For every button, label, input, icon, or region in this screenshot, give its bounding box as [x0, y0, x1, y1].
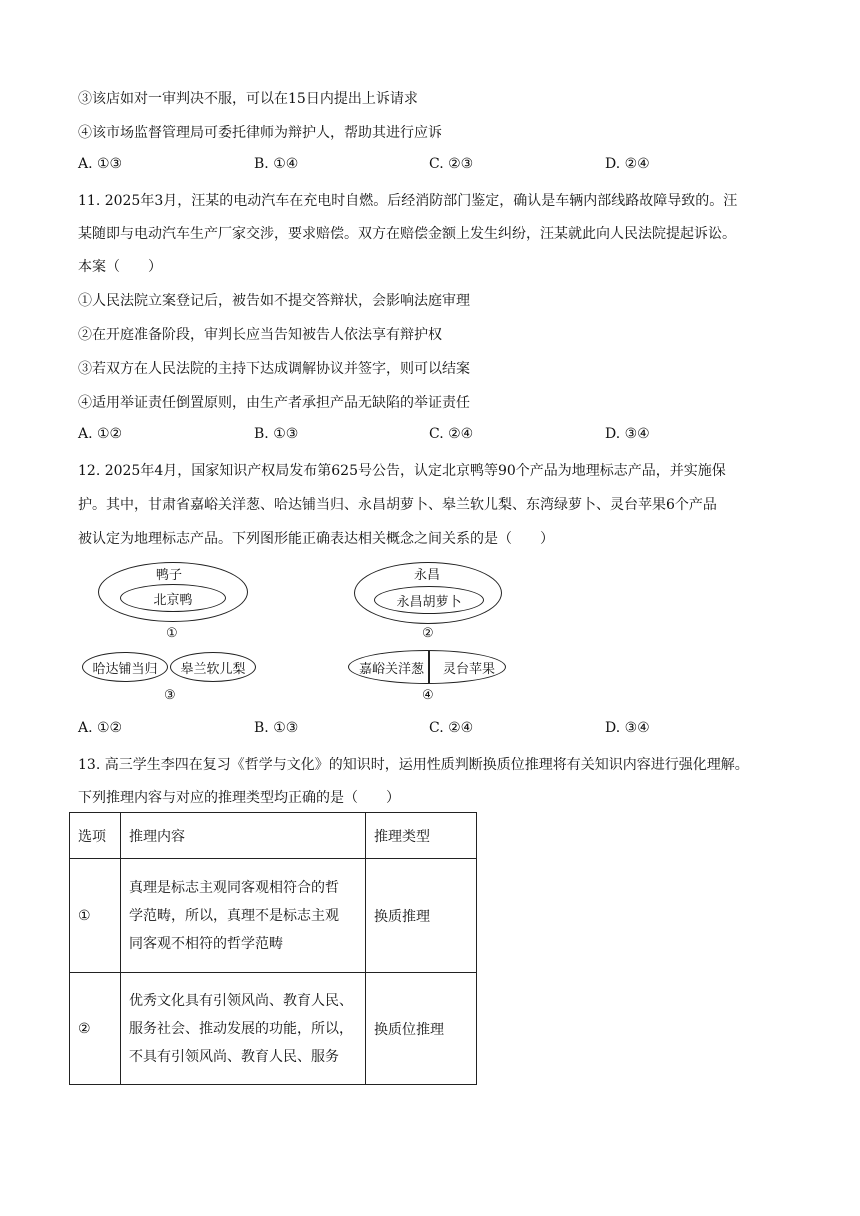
- q11-item-1: ①人民法院立案登记后，被告如不提交答辩状，会影响法庭审理: [78, 293, 470, 309]
- diagram-3-right-ellipse: [170, 652, 256, 682]
- diagram-4-divider: [428, 651, 430, 683]
- q11-item-4: ④适用举证责任倒置原则，由生产者承担产品无缺陷的举证责任: [78, 395, 470, 411]
- row-1-content-line-2: 学范畴，所以，真理不是标志主观: [129, 907, 339, 924]
- q12-stem-line-1: 12. 2025年4月，国家知识产权局发布第625号公告，认定北京鸭等90个产品为地理标志产品，并实施保: [78, 463, 726, 479]
- row-2-content: [121, 973, 366, 1085]
- q11-item-3: ③若双方在人民法院的主持下达成调解协议并签字，则可以结案: [78, 361, 470, 377]
- diagram-2-inner-ellipse: [374, 586, 484, 614]
- q11-option-d: D. ③④: [605, 426, 650, 442]
- diagram-4-ellipse: [348, 650, 506, 684]
- q11-option-b: B. ①③: [254, 426, 299, 442]
- diagram-1-outer-label: 鸭子: [156, 568, 183, 583]
- q13-stem-line-2: 下列推理内容与对应的推理类型均正确的是（ ）: [78, 790, 400, 806]
- row-1-option: ①: [70, 859, 121, 973]
- q12-stem-line-3: 被认定为地理标志产品。下列图形能正确表达相关概念之间关系的是（ ）: [78, 531, 554, 547]
- diagram-4-left-label: 嘉峪关洋葱: [359, 661, 425, 677]
- q11-stem-line-3: 本案（ ）: [78, 259, 162, 275]
- q10-option-a: A. ①③: [78, 156, 123, 172]
- q11-stem-line-1: 11. 2025年3月，汪某的电动汽车在充电时自燃。后经消防部门鉴定，确认是车辆内部线路故障导致的。汪: [78, 193, 738, 209]
- q10-option-d: D. ②④: [605, 156, 650, 172]
- diagram-2-outer-label: 永昌: [414, 568, 441, 583]
- diagram-1-inner-ellipse: [120, 584, 226, 612]
- row-2-content-line-3: 不具有引领风尚、教育人民、服务: [129, 1048, 339, 1065]
- diagram-3-left-ellipse: [82, 652, 168, 682]
- header-content: 推理内容: [121, 813, 366, 859]
- diagram-4-number: ④: [422, 688, 434, 703]
- q11-stem-line-2: 某随即与电动汽车生产厂家交涉，要求赔偿。双方在赔偿金额上发生纠纷，汪某就此向人民法院提起诉讼。: [78, 226, 736, 242]
- diagram-2-inner-label: 永昌胡萝卜: [396, 594, 462, 610]
- table-row: [70, 859, 477, 973]
- q10-item-4: ④该市场监督管理局可委托律师为辩护人，帮助其进行应诉: [78, 125, 442, 141]
- q10-option-c: C. ②③: [429, 156, 474, 172]
- q10-item-3: ③该店如对一审判决不服，可以在15日内提出上诉请求: [78, 91, 418, 107]
- diagram-2-number: ②: [422, 626, 434, 641]
- q12-option-d: D. ③④: [605, 720, 650, 736]
- q13-stem-line-1: 13. 高三学生李四在复习《哲学与文化》的知识时，运用性质判断换质位推理将有关知识内容进行强化理解。: [78, 757, 749, 773]
- q12-option-c: C. ②④: [429, 720, 474, 736]
- diagram-3-right-label: 皋兰软儿梨: [180, 661, 246, 677]
- row-2-type: 换质位推理: [366, 973, 477, 1085]
- q11-option-c: C. ②④: [429, 426, 474, 442]
- diagram-1-number: ①: [166, 626, 178, 641]
- table-row: [70, 973, 477, 1085]
- header-type: 推理类型: [366, 813, 477, 859]
- q10-option-b: B. ①④: [254, 156, 299, 172]
- row-1-type: 换质推理: [366, 859, 477, 973]
- diagram-3-number: ③: [164, 688, 176, 703]
- row-1-content: [121, 859, 366, 973]
- table-header-row: [70, 813, 477, 859]
- q12-stem-line-2: 护。其中，甘肃省嘉峪关洋葱、哈达铺当归、永昌胡萝卜、皋兰软儿梨、东湾绿萝卜、灵台苹果6个产品: [78, 497, 717, 513]
- diagram-3-left-label: 哈达铺当归: [92, 661, 158, 677]
- diagram-1-inner-label: 北京鸭: [153, 592, 193, 608]
- q12-option-a: A. ①②: [78, 720, 123, 736]
- header-option: 选项: [70, 813, 121, 859]
- diagram-4-right-label: 灵台苹果: [442, 661, 495, 677]
- q11-item-2: ②在开庭准备阶段，审判长应当告知被告人依法享有辩护权: [78, 327, 442, 343]
- row-2-content-line-1: 优秀文化具有引领风尚、教育人民、: [129, 992, 353, 1009]
- row-2-option: ②: [70, 973, 121, 1085]
- reasoning-table: [69, 812, 477, 1085]
- row-1-content-line-3: 同客观不相符的哲学范畴: [129, 935, 283, 952]
- q12-option-b: B. ①③: [254, 720, 299, 736]
- q11-option-a: A. ①②: [78, 426, 123, 442]
- row-1-content-line-1: 真理是标志主观同客观相符合的哲: [129, 879, 339, 896]
- row-2-content-line-2: 服务社会、推动发展的功能，所以，: [129, 1020, 353, 1037]
